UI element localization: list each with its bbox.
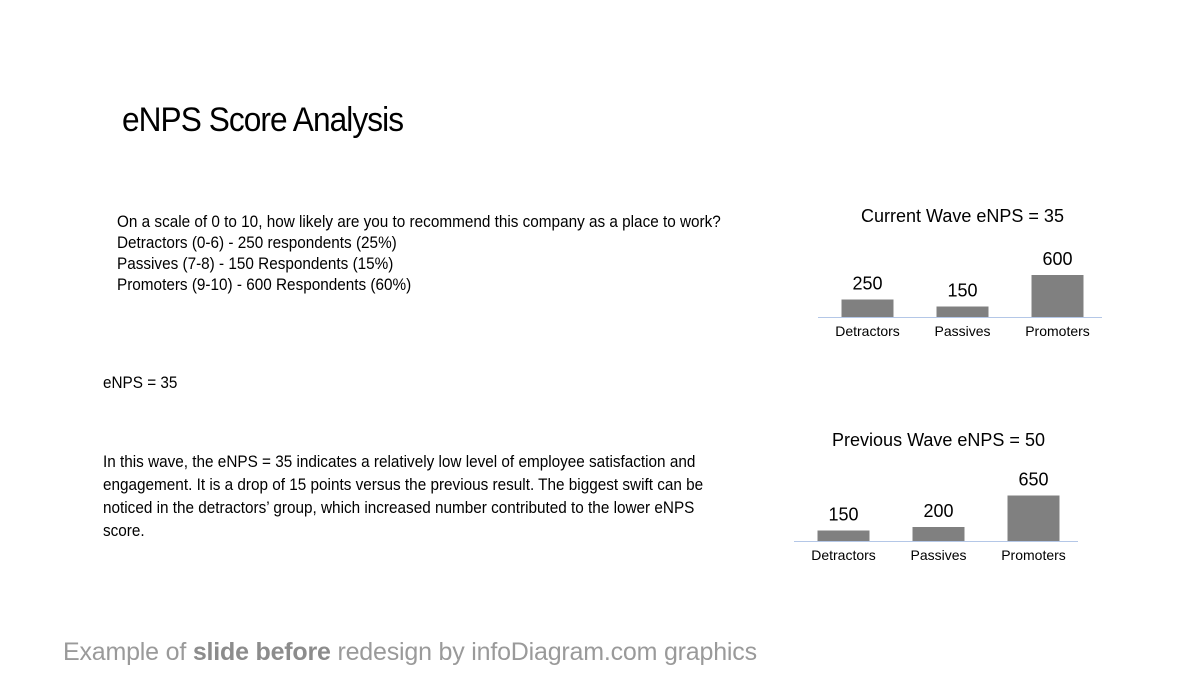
current-wave-chart-svg	[810, 200, 1110, 350]
previous-wave-tick-label-promoters: Promoters	[1001, 547, 1066, 563]
current-wave-tick-label-detractors: Detractors	[835, 323, 900, 339]
current-wave-tick-label-promoters: Promoters	[1025, 323, 1090, 339]
previous-wave-tick-label-detractors: Detractors	[811, 547, 876, 563]
current-wave-value-label-promoters: 600	[1042, 249, 1073, 269]
survey-question: On a scale of 0 to 10, how likely are you to recommend this company as a place to work?	[117, 212, 721, 231]
previous-wave-chart	[786, 424, 1086, 574]
current-wave-chart-title: Current Wave eNPS = 35	[861, 206, 1064, 226]
footer-suffix: redesign by infoDiagram.com graphics	[330, 638, 757, 666]
current-wave-bar-detractors	[842, 300, 894, 318]
question-block	[117, 211, 721, 295]
previous-wave-bar-detractors	[818, 531, 870, 542]
previous-wave-bar-passives	[913, 527, 965, 541]
previous-wave-chart-svg	[786, 424, 1086, 574]
footer-bold: slide before	[192, 638, 331, 666]
current-wave-tick-label-passives: Passives	[934, 323, 991, 339]
group-detractors: Detractors (0-6) - 250 respondents (25%)	[117, 233, 397, 252]
footer-prefix: Example of	[63, 638, 193, 666]
group-passives: Passives (7-8) - 150 Respondents (15%)	[117, 254, 394, 273]
current-wave-bar-passives	[937, 307, 989, 318]
current-wave-bar-promoters	[1032, 275, 1084, 317]
previous-wave-value-label-detractors: 150	[828, 504, 859, 525]
previous-wave-bar-promoters	[1008, 496, 1060, 542]
group-promoters: Promoters (9-10) - 600 Respondents (60%)	[117, 275, 412, 294]
previous-wave-chart-title: Previous Wave eNPS = 50	[832, 430, 1045, 450]
previous-wave-tick-label-passives: Passives	[910, 547, 967, 563]
footer-caption	[63, 638, 757, 667]
current-wave-value-label-detractors: 250	[852, 273, 883, 294]
insight-paragraph: In this wave, the eNPS = 35 indicates a relatively low level of employee satisfaction and engagement. It is a drop of 15 points versus the previous result. The biggest swift can be noticed in the detractors’ group, which increased number contributed to the lower eNPS score.	[103, 452, 704, 540]
previous-wave-value-label-promoters: 650	[1018, 469, 1049, 490]
previous-wave-value-label-passives: 200	[923, 501, 954, 521]
slide-title: eNPS Score Analysis	[122, 101, 404, 139]
current-wave-chart	[810, 200, 1110, 350]
current-wave-value-label-passives: 150	[947, 280, 978, 301]
enps-score: eNPS = 35	[103, 373, 178, 392]
